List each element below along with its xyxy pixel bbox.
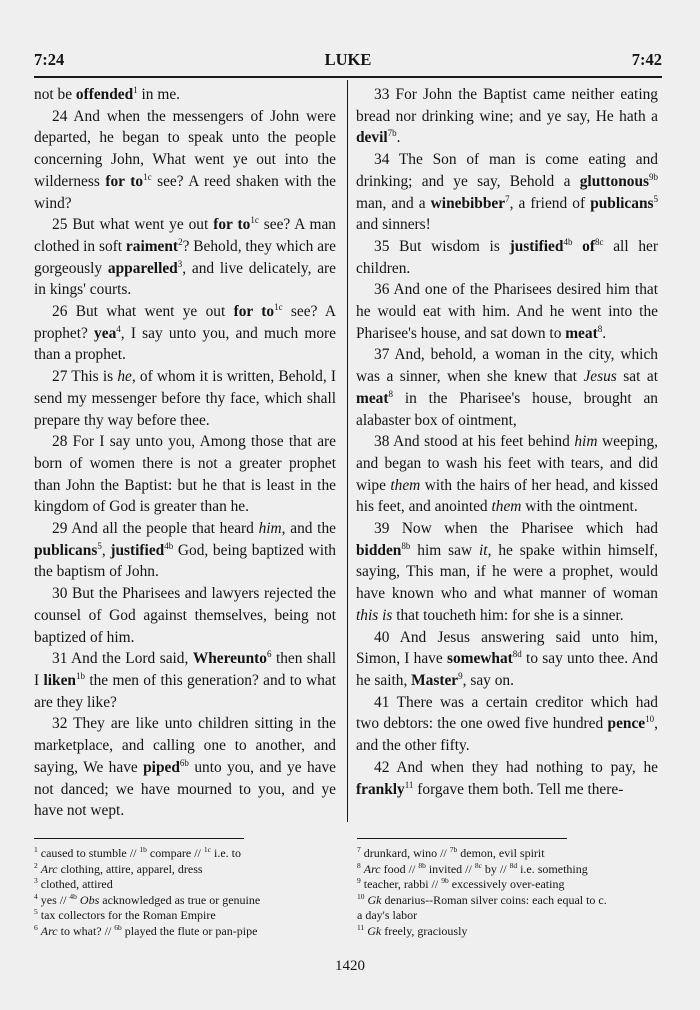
glossed-word: liken [43,671,76,689]
footnote [357,893,665,909]
verse [34,518,336,583]
footnote-marker: 8d [512,649,522,660]
footnote-marker: 9b [649,171,658,182]
italic-text: Obs [79,892,100,907]
text-run: not be [34,86,76,103]
footnote-marker: 3 [34,876,38,886]
right-text-column [356,84,658,800]
page-header [34,50,662,74]
text-run: demon, evil spirit [457,846,545,860]
text-run: 30 But the Pharisees and lawyers rejected the counsel of God against themselves, being not baptized of him. [34,585,336,646]
text-run: , say on. [462,671,514,689]
text-run: in the Pharisee's house, brought an alabaster box of ointment, [356,389,658,429]
footnote-marker: 10 [357,891,365,901]
footnote-marker: 4 [116,323,121,334]
glossed-word: offended [75,86,134,103]
footnote-marker: 7 [505,193,510,204]
italic-text: this is [356,606,393,624]
text-run: 28 For I say unto you, Among those that are born of women there is not a greater prophet than John the Baptist: but he that is least in the kingdom of God is greater than he. [34,433,336,516]
text-run: see? A reed shaken with the wind? [34,172,337,212]
glossed-word: publicans [590,194,654,212]
glossed-word: Master [411,671,459,689]
text-run: 26 But what went ye out [52,303,234,321]
footnote-marker: 8 [597,323,603,334]
text-run: 32 They are like unto children sitting in the marketplace, and calling one to another, and saying, We have [34,715,336,776]
footnote-marker: 4b [563,236,573,247]
footnote-marker: 1b [75,670,85,681]
verse [356,236,658,279]
verse [356,344,658,431]
verse [356,149,658,236]
footnote-marker: 1b [139,845,147,854]
text-run: forgave them both. Tell me there- [413,780,624,798]
footnote-marker: 3 [177,258,183,269]
footnote-marker: 1c [250,215,259,226]
verse [356,431,658,518]
italic-text: Arc [363,861,381,876]
text-run: sat at [616,368,658,386]
text-run: and sinners! [356,216,431,234]
footnote-marker: 9b [441,876,449,886]
footnote [357,924,665,940]
text-run: i.e. to [210,846,241,860]
text-run: see? A man clothed in soft [34,216,336,255]
glossed-word: winebibber [430,194,506,212]
header-verse-end: 7:42 [631,50,662,69]
text-run: food // [380,861,419,876]
verse [34,431,336,518]
glossed-word: justified [509,237,564,255]
text-run: tax collectors for the Roman Empire [37,908,216,923]
text-run: 42 And when they had nothing to pay, he [374,758,658,776]
footnote-marker: 4 [34,891,38,901]
glossed-word: piped [143,758,180,776]
footnote [34,846,342,862]
text-run: clothing, attire, apparel, dress [57,861,203,876]
text-run: , he spake within himself, saying, This man, if he were a prophet, would have known who and what manner of woman [356,541,659,603]
footnote-marker: 7b [449,845,458,854]
text-run: 38 And stood at his feet behind [374,433,575,451]
text-run: , and the other fifty. [356,715,658,755]
text-run: , I say unto you, and much more than a prophet. [34,324,336,364]
text-run: ? Behold, they which are gorgeously [34,237,336,277]
footnotes-right [357,846,665,940]
glossed-word: raiment [125,237,179,255]
footnote-marker: 10 [645,714,655,725]
footnote [34,862,342,878]
footnote-marker: 8 [388,388,393,399]
footnote-marker: 7 [357,845,361,854]
text-run: God, being baptized with the baptism of John. [34,541,336,581]
footnote [357,908,665,924]
text-run: freely, graciously [381,923,468,938]
footnote-marker: 4b [164,540,174,551]
footnote-marker: 8b [401,540,411,551]
text-run: by // [481,861,510,876]
header-verse-start: 7:24 [34,50,65,69]
text-run: 25 But what went ye out [52,216,214,234]
text-run: yes // [37,892,70,907]
glossed-word: Whereunto [192,650,267,668]
text-run: . [396,129,401,147]
verse [34,366,336,431]
text-run: i.e. something [517,861,588,876]
verse [34,301,336,366]
verse [34,214,336,301]
text-run: unto you, and ye have not danced; we have mourned to you, and ye have not wept. [34,758,336,820]
text-run: 36 And one of the Pharisees desired him that he would eat with him. And he went into the Pharisee's house, and sat down to [356,281,658,342]
footnote-marker: 9 [357,876,361,886]
footnote-rule-right [357,838,567,839]
text-run: 24 And when the messengers of John were departed, he began to speak unto the people concerning John, What went ye out into the wilderness [34,107,336,190]
text-run: the men of this generation? and to what are they like? [34,671,336,711]
text-run: invited // [425,861,475,876]
verse [356,757,658,800]
verse [34,648,336,713]
text-run: 37 And, behold, a woman in the city, which was a sinner, when she knew that [356,346,658,386]
text-run: 40 And Jesus answering said unto him, Simon, I have [356,628,658,668]
glossed-word: of [582,237,595,255]
glossed-word: for to [213,216,251,234]
text-run [572,238,582,255]
glossed-word: gluttonous [579,172,649,190]
footnote-marker: 6b [114,922,122,932]
footnote [34,924,342,940]
glossed-word: pence [607,715,646,733]
text-run: 39 Now when the Pharisee which had [374,520,658,538]
italic-text: him [574,433,598,451]
footnote-marker: 8d [509,860,518,870]
verse [356,279,658,344]
footnote-marker: 8b [418,860,426,870]
footnote-marker: 11 [404,779,414,790]
footnote-marker: 8 [357,860,361,870]
italic-text: Arc [40,861,58,876]
glossed-word: apparelled [107,259,178,277]
glossed-word: frankly [356,780,405,798]
text-run: a day's labor [357,908,418,923]
footnote-marker: 8c [595,236,604,247]
glossed-word: for to [233,303,275,321]
text-run: excessively over-eating [448,877,565,892]
text-run: with the hairs of her head, and kissed his feet, and anointed [356,476,659,516]
header-book-title: LUKE [324,50,372,69]
italic-text: Gk [367,923,382,938]
italic-text: Arc [40,923,58,938]
text-run: him saw [410,541,479,559]
footnote-marker: 6 [266,649,272,660]
footnote-marker: 5 [653,193,658,204]
text-run: see? A prophet? [34,303,336,342]
text-run: 29 And all the people that heard [52,520,259,538]
glossed-word: meat [356,389,389,407]
text-run: then shall I [34,650,336,689]
glossed-word: devil [356,129,388,147]
text-run: that toucheth him: for she is a sinner. [392,606,624,624]
footnote-marker: 5 [97,540,102,551]
text-run: 41 There was a certain creditor which had two debtors: the one owed five hundred [356,693,658,733]
verse [356,84,658,149]
page-number: 1420 [335,958,365,974]
italic-text: them [390,476,421,494]
footnote-marker: 1 [34,845,38,854]
text-run: 27 This is [52,368,118,386]
glossed-word: meat [565,324,598,342]
footnote-marker: 1c [143,171,152,182]
text-run: clothed, attired [37,877,113,892]
text-run: . [602,324,607,342]
verse [356,692,658,757]
text-run: , of whom it is written, Behold, I send my messenger before thy face, which shall prepare thy way before thee. [34,368,336,429]
footnote [357,862,665,878]
text-run: compare // [146,846,204,860]
column-divider [347,80,348,822]
text-run: teacher, rabbi // [360,877,442,892]
left-text-column [34,84,336,822]
text-run: all her children. [356,237,658,277]
footnote-marker: 7b [387,128,397,139]
footnote-marker: 1 [133,84,138,95]
footnote-marker: 8c [474,860,482,870]
footnote-marker: 6 [34,922,38,932]
footnote-marker: 1c [274,301,283,312]
text-run: with the ointment. [521,498,638,516]
glossed-word: justified [110,541,165,559]
glossed-word: bidden [356,541,402,559]
text-run: in me. [137,86,181,103]
italic-text: he [117,368,132,386]
verse [356,518,658,627]
italic-text: him [258,520,282,538]
text-run: drunkard, wino // [360,846,450,860]
glossed-word: yea [94,324,117,342]
glossed-word: publicans [34,541,98,559]
verse [34,583,336,648]
verse [34,713,336,822]
text-run: , a friend of [509,194,591,212]
text-run: to what? // [57,923,115,938]
text-run: 34 The Son of man is come eating and drinking; and ye say, Behold a [356,151,658,190]
footnote-marker: 4b [69,891,77,901]
verse [34,84,336,106]
text-run: caused to stumble // [37,846,140,860]
footnote-marker: 2 [34,860,38,870]
glossed-word: somewhat [446,650,513,668]
header-rule [34,76,662,78]
verse [356,627,658,692]
glossed-word: for to [105,172,144,190]
text-run: weeping, and began to wash his feet with tears, and did wipe [356,433,658,494]
footnote-marker: 5 [34,907,38,917]
footnote-marker: 9 [458,670,463,681]
text-run: played the flute or pan-pipe [121,923,258,938]
text-run: 33 For John the Baptist came neither eating bread nor drinking wine; and ye say, He hath a [356,86,658,125]
text-run: to say unto thee. And he saith, [356,650,658,689]
footnote-marker: 2 [178,236,183,247]
text-run: acknowledged as true or genuine [99,892,261,907]
footnote [357,846,665,862]
text-run: denarius--Roman silver coins: each equal to c. [381,892,607,907]
italic-text: it [479,541,488,559]
footnote [34,893,342,909]
footnote-marker: 11 [357,922,365,932]
footnote-marker: 1c [203,845,211,854]
italic-text: Gk [367,892,382,907]
text-run: 31 And the Lord said, [52,650,193,668]
footnote [34,908,342,924]
text-run: man, and a [356,194,431,212]
text-run: , and the [281,520,336,538]
text-run: , [101,541,111,559]
footnote [357,877,665,893]
footnotes-left [34,846,342,940]
verse [34,106,336,215]
footnote-rule-left [34,838,244,839]
italic-text: Jesus [583,368,617,386]
italic-text: them [491,498,522,516]
text-run: , and live delicately, are in kings' courts. [34,259,336,299]
footnote-marker: 6b [179,757,189,768]
footnote [34,877,342,893]
text-run: 35 But wisdom is [374,237,510,255]
